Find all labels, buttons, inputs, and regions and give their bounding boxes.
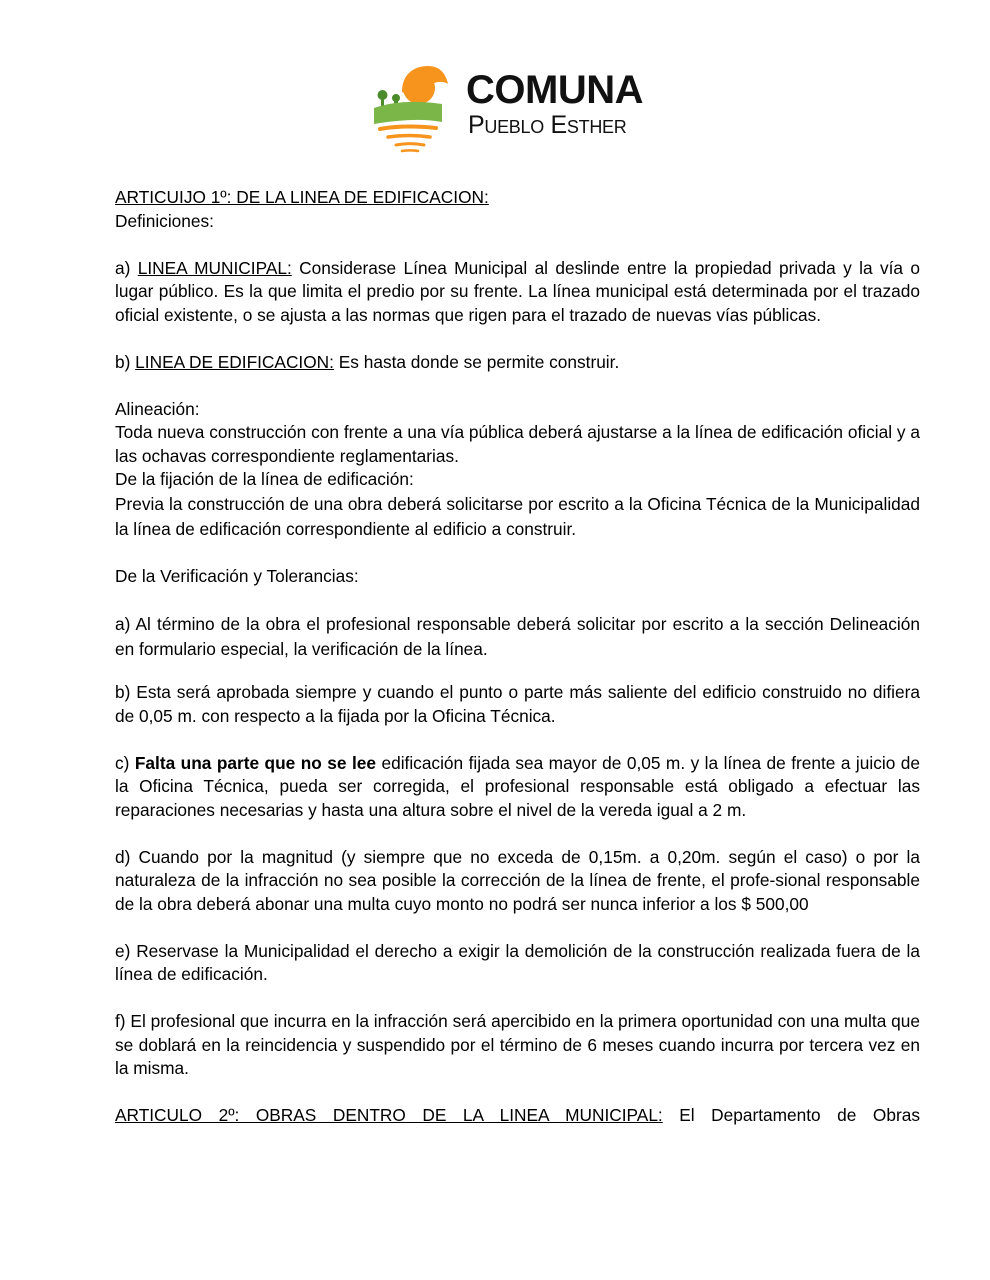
document-body bbox=[115, 186, 920, 1128]
term-linea-edificacion: LINEA DE EDIFICACION: bbox=[135, 351, 334, 372]
article1-heading: ARTICUIJO 1º: DE LA LINEA DE EDIFICACION: bbox=[115, 187, 489, 207]
fijacion-text: Previa la construcción de una obra deberá solicitarse por escrito a la Oficina Técnica de la Municipalidad la línea de edificación correspondiente al edificio a construir. bbox=[115, 493, 920, 539]
alineacion-text: Toda nueva construcción con frente a una vía pública deberá ajustarse a la línea de edificación oficial y a las ochavas correspondiente reglamentarias. bbox=[115, 422, 920, 466]
verificacion-a: a) Al término de la obra el profesional responsable deberá solicitar por escrito a la sección Delineación en formulario especial, la verificación de la línea. bbox=[115, 614, 920, 659]
definition-b: b) LINEA DE EDIFICACION: Es hasta donde se permite construir. bbox=[115, 351, 620, 372]
verificacion-f: f) El profesional que incurra en la infracción será apercibido en la primera oportunidad con una multa que se doblará en la reincidencia y suspendido por el término de 6 meses cuando incurra por tercera vez en la misma. bbox=[115, 1011, 920, 1078]
verificacion-e: e) Reservase la Municipalidad el derecho a exigir la demolición de la construcción realizada fuera de la línea de edificación. bbox=[115, 940, 920, 984]
sun-landscape-icon bbox=[372, 62, 462, 157]
logo-subtitle: Pueblo Esther bbox=[468, 111, 627, 139]
fijacion-title: De la fijación de la línea de edificación: bbox=[115, 469, 414, 489]
definition-a: a) LINEA MUNICIPAL: Considerase Línea Municipal al deslinde entre la propiedad privada y la vía o lugar público. Es la que limita el predio por su frente. La línea municipal está determinada por el trazado oficial existente, o se ajusta a las normas que rigen para el trazado de nuevas vías públicas. bbox=[115, 257, 920, 325]
verificacion-b: b) Esta será aprobada siempre y cuando el punto o parte más saliente del edificio construido no difiera de 0,05 m. con respecto a la fijada por la Oficina Técnica. bbox=[115, 682, 920, 726]
term-linea-municipal: LINEA MUNICIPAL: bbox=[137, 257, 292, 278]
verificacion-d: d) Cuando por la magnitud (y siempre que no exceda de 0,15m. a 0,20m. según el caso) o por la naturaleza de la infracción no sea posible la corrección de la línea de frente, el profe-sional responsable de la obra deberá abonar una multa cuyo monto no podrá ser nunca inferior a los $ 500,00 bbox=[115, 846, 920, 914]
illegible-note: Falta una parte que no se lee bbox=[134, 752, 377, 773]
verificacion-title: De la Verificación y Tolerancias: bbox=[115, 566, 359, 586]
logo-title: COMUNA bbox=[466, 68, 643, 112]
article2-start: ARTICULO 2º: OBRAS DENTRO DE LA LINEA MUNICIPAL: El Departamento de Obras bbox=[115, 1105, 920, 1125]
comuna-logo bbox=[372, 62, 672, 157]
article2-heading: ARTICULO 2º: OBRAS DENTRO DE LA LINEA MUNICIPAL: bbox=[115, 1105, 663, 1125]
alineacion-title: Alineación: bbox=[115, 398, 200, 419]
definitions-label: Definiciones: bbox=[115, 210, 214, 231]
verificacion-c: c) Falta una parte que no se lee edificación fijada sea mayor de 0,05 m. y la línea de frente a juicio de la Oficina Técnica, pueda ser corregida, el profesional responsable está obligado a efectuar las reparaciones necesarias y hasta una altura sobre el nivel de la vereda igual a 2 m. bbox=[115, 752, 920, 820]
